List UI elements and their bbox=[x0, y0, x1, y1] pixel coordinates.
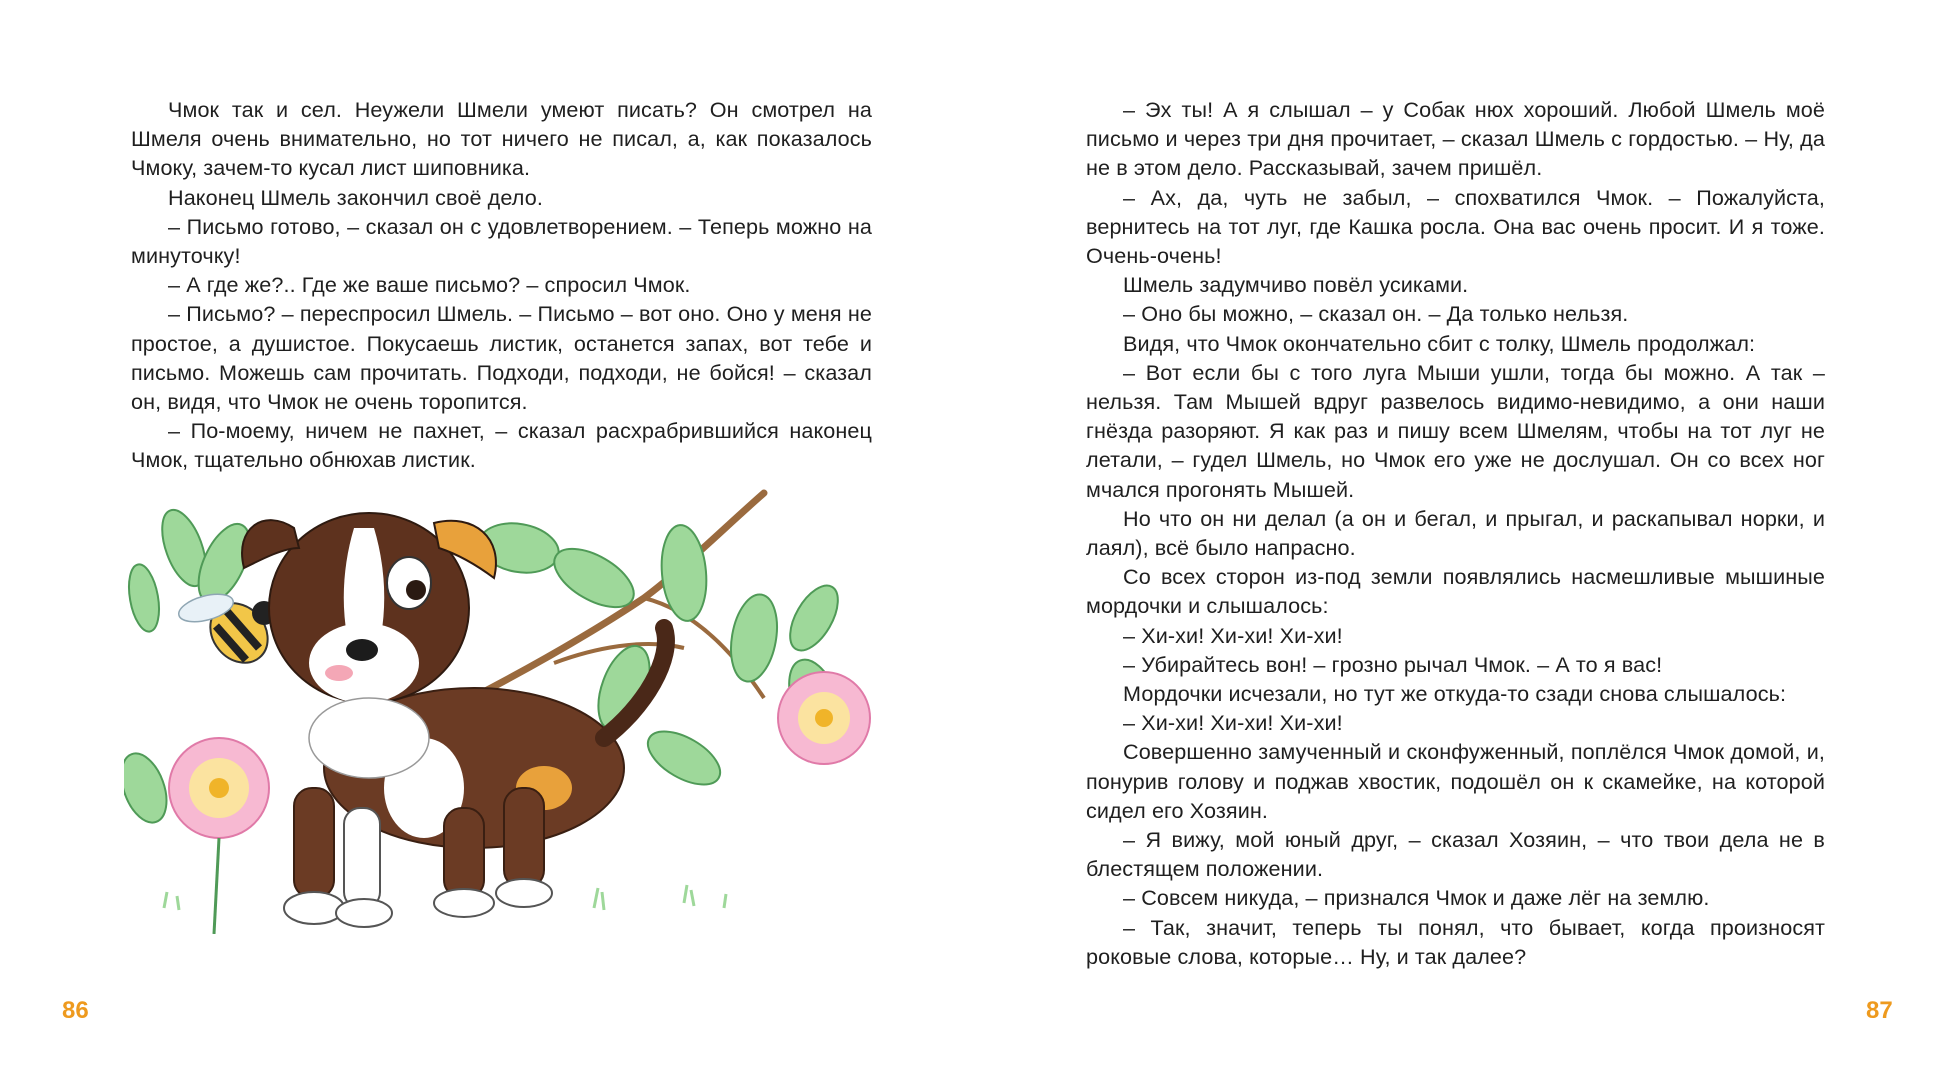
paragraph: – Убирайтесь вон! – грозно рычал Чмок. – А то я вас! bbox=[1123, 651, 1663, 677]
paragraph: – Хи-хи! Хи-хи! Хи-хи! bbox=[1123, 710, 1343, 736]
paragraph: – Оно бы можно, – сказал он. – Да только нельзя. bbox=[1123, 301, 1629, 327]
paragraph: Со всех сторон из-под земли появлялись насмешливые мышиные мордочки и слышалось: bbox=[1086, 564, 1825, 619]
paragraph: – Я вижу, мой юный друг, – сказал Хозяин, – что твои дела не в блестящем положении. bbox=[1086, 827, 1825, 882]
paragraph: – Вот если бы с того луга Мыши ушли, тогда бы можно. А так – нельзя. Там Мышей вдруг развелось видимо-невидимо, а они наши гнёзда разоряют. Я как раз и пишу всем Шмелям, чтобы на тот луг не летали, – гудел Шмель, но Чмок его уже не дослушал. Он со всех ног мчался прогонять Мышей. bbox=[1086, 359, 1825, 502]
paragraph: – Хи-хи! Хи-хи! Хи-хи! bbox=[1123, 622, 1343, 648]
paragraph: – Так, значит, теперь ты понял, что бывает, когда произносят роковые слова, которые… Ну, и так далее? bbox=[1086, 914, 1825, 969]
paragraph: Шмель задумчиво повёл усиками. bbox=[1123, 272, 1469, 298]
paragraph: – Эх ты! А я слышал – у Собак нюх хороший. Любой Шмель моё письмо и через три дня прочитает, – сказал Шмель с гордостью. – Ну, да не в этом дело. Рассказывай, зачем пришёл. bbox=[1086, 97, 1825, 181]
page-number: 86 bbox=[62, 997, 89, 1024]
puppy-and-bumblebee-illustration bbox=[124, 488, 884, 934]
paragraph: Чмок так и сел. Неужели Шмели умеют писать? Он смотрел на Шмеля очень внимательно, но тот ничего не писал, а, как показалось Чмоку, зачем-то кусал лист шиповника. bbox=[131, 97, 872, 181]
page-number: 87 bbox=[1866, 997, 1893, 1024]
paragraph: Но что он ни делал (а он и бегал, и прыгал, и раскапывал норки, и лаял), всё было напрасно. bbox=[1086, 505, 1825, 561]
paragraph: – Совсем никуда, – признался Чмок и даже лёг на землю. bbox=[1123, 885, 1710, 911]
right-page-text bbox=[1086, 95, 1825, 971]
paragraph: – Письмо готово, – сказал он с удовлетворением. – Теперь можно на минуточку! bbox=[131, 213, 872, 269]
right-page bbox=[974, 0, 1948, 1080]
paragraph: Видя, что Чмок окончательно сбит с толку, Шмель продолжал: bbox=[1123, 330, 1756, 356]
paragraph: – А где же?.. Где же ваше письмо? – спросил Чмок. bbox=[168, 272, 691, 298]
paragraph: Мордочки исчезали, но тут же откуда-то сзади снова слышалось: bbox=[1123, 681, 1787, 707]
left-page-text bbox=[131, 95, 872, 475]
paragraph: – Ах, да, чуть не забыл, – спохватился Чмок. – Пожалуйста, вернитесь на тот луг, где Кашка росла. Она вас очень просит. И я тоже. Очень-очень! bbox=[1086, 184, 1825, 269]
paragraph: Наконец Шмель закончил своё дело. bbox=[168, 184, 543, 210]
paragraph: Совершенно замученный и сконфуженный, поплёлся Чмок домой, и, понурив голову и поджав хвостик, подошёл он к скамейке, на которой сидел его Хозяин. bbox=[1086, 739, 1825, 823]
paragraph: – Письмо? – переспросил Шмель. – Письмо – вот оно. Оно у меня не простое, а душистое. Покусаешь листик, останется запах, вот тебе и письмо. Можешь сам прочитать. Подходи, подходи, не бойся! – сказал он, видя, что Чмок не очень торопится. bbox=[131, 301, 872, 415]
paragraph: – По-моему, ничем не пахнет, – сказал расхрабрившийся наконец Чмок, тщательно обнюхав листик. bbox=[131, 418, 872, 473]
